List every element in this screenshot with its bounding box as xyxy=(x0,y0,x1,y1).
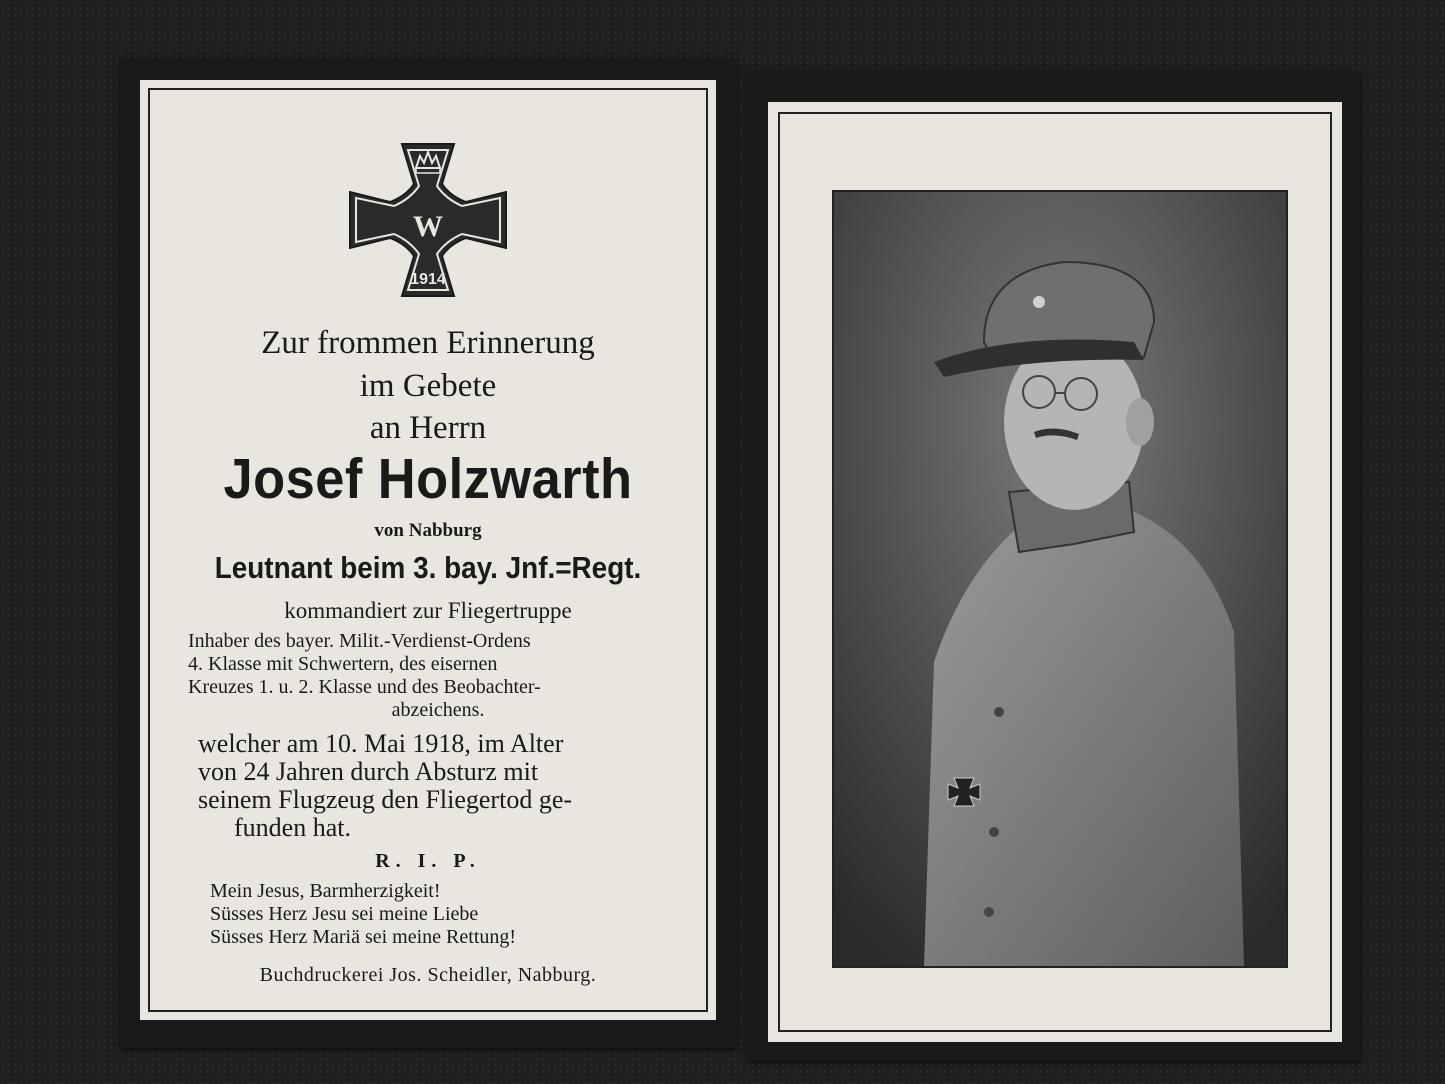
dedication-line-3: an Herrn xyxy=(369,410,487,446)
left-card-panel xyxy=(120,58,737,1048)
prayer-line: Süsses Herz Jesu sei meine Liebe xyxy=(210,903,479,925)
hometown: von Nabburg xyxy=(374,520,482,541)
iron-cross-icon xyxy=(342,136,514,304)
portrait-photo xyxy=(832,190,1288,968)
rip-text: R. I. P. xyxy=(375,850,481,872)
dedication-line-2: im Gebete xyxy=(359,368,497,404)
memorial-card-text-side xyxy=(140,80,716,1020)
memorial-card-photo-side xyxy=(768,102,1342,1042)
prayer-line: Süsses Herz Mariä sei meine Rettung! xyxy=(210,926,517,948)
prayer-line: Mein Jesus, Barmherzigkeit! xyxy=(210,880,441,902)
death-line: von 24 Jahren durch Absturz mit xyxy=(198,757,539,786)
deceased-name: Josef Holzwarth xyxy=(223,447,633,511)
prayers-block xyxy=(210,880,670,949)
awards-line: Kreuzes 1. u. 2. Klasse und des Beobachter- xyxy=(188,676,541,698)
death-line: funden hat. xyxy=(234,813,351,842)
military-rank: Leutnant beim 3. bay. Jnf.=Regt. xyxy=(214,550,642,585)
assignment: kommandiert zur Fliegertruppe xyxy=(284,598,572,623)
right-card-panel xyxy=(748,70,1360,1060)
cross-letter: W xyxy=(413,210,443,243)
death-line: welcher am 10. Mai 1918, im Alter xyxy=(198,729,564,758)
dedication-line-1: Zur frommen Erinnerung xyxy=(261,325,595,361)
cross-year: 1914 xyxy=(410,271,446,288)
printer-credit: Buchdruckerei Jos. Scheidler, Nabburg. xyxy=(259,964,597,986)
awards-line: Inhaber des bayer. Milit.-Verdienst-Ordens xyxy=(188,630,531,652)
awards-line: 4. Klasse mit Schwertern, des eisernen xyxy=(188,653,498,675)
death-paragraph xyxy=(198,730,668,842)
death-line: seinem Flugzeug den Fliegertod ge- xyxy=(198,785,573,814)
awards-line: abzeichens. xyxy=(391,699,485,721)
awards-paragraph xyxy=(188,630,688,722)
